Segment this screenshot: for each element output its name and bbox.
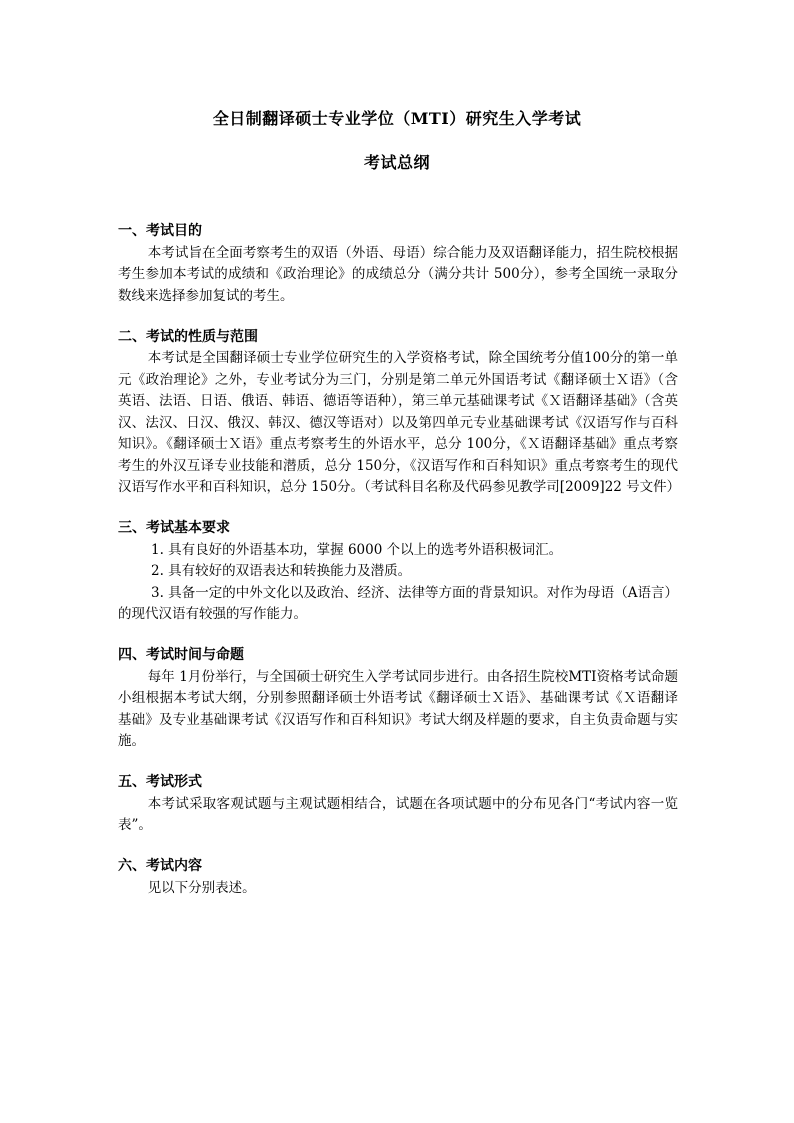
section-exam-format: [118, 772, 678, 837]
section-paragraph: 本考试是全国翻译硕士专业学位研究生的入学资格考试，除全国统考分值100分的第一单元《政治理论》之外，专业考试分为三门，分别是第二单元外国语考试《翻译硕士Ｘ语》（含英语、法语、日语、俄语、韩语、德语等语种），第三单元基础课考试《Ｘ语翻译基础》（含英汉、法汉、日汉、俄汉、韩汉、德汉等语对）以及第四单元专业基础课考试《汉语写作与百科知识》。《翻译硕士Ｘ语》重点考察考生的外语水平，总分 100分，《Ｘ语翻译基础》重点考察考生的外汉互译专业技能和潜质，总分 150分，《汉语写作和百科知识》重点考察考生的现代汉语写作水平和百科知识，总分 150分。（考试科目名称及代码参见教学司[2009]22 号文件）: [118, 350, 681, 495]
document-body: [118, 221, 681, 919]
section-exam-time-proposition: [118, 645, 678, 753]
list-item: 1. 具有良好的外语基本功，掌握 6000 个以上的选考外语积极词汇。: [151, 541, 563, 558]
section-basic-requirements: [118, 518, 678, 626]
document-title: 全日制翻译硕士专业学位（MTI）研究生入学考试: [212, 109, 582, 128]
list-item: 3. 具备一定的中外文化以及政治、经济、法律等方面的背景知识。对作为母语（A语言）的现代汉语有较强的写作能力。: [118, 584, 678, 622]
section-heading: 二、考试的性质与范围: [118, 328, 258, 345]
section-exam-purpose: [118, 221, 678, 307]
section-paragraph: 本考试采取客观试题与主观试题相结合，试题在各项试题中的分布见各门“考试内容一览表”。: [118, 795, 678, 833]
section-heading: 六、考试内容: [118, 858, 202, 874]
list-item: 2. 具有较好的双语表达和转换能力及潜质。: [151, 563, 412, 579]
section-heading: 五、考试形式: [118, 774, 202, 790]
section-heading: 一、考试目的: [118, 223, 202, 239]
section-paragraph: 见以下分别表述。: [147, 879, 256, 896]
section-paragraph: 每年 1月份举行，与全国硕士研究生入学考试同步进行。由各招生院校MTI资格考试命题小组根据本考试大纲，分别参照翻译硕士外语考试《翻译硕士Ｘ语》、基础课考试《Ｘ语翻译基础》及专业基础课考试《汉语写作和百科知识》考试大纲及样题的要求，自主负责命题与实施。: [118, 668, 678, 749]
section-exam-nature-scope: [118, 327, 681, 499]
document-subtitle: 考试总纲: [363, 153, 430, 172]
section-heading: 三、考试基本要求: [118, 520, 230, 536]
section-exam-content: [118, 856, 678, 899]
section-heading: 四、考试时间与命题: [118, 647, 244, 663]
section-paragraph: 本考试旨在全面考察考生的双语（外语、母语）综合能力及双语翻译能力，招生院校根据考生参加本考试的成绩和《政治理论》的成绩总分（满分共计 500分），参考全国统一录取分数线来选择参加复试的考生。: [118, 244, 678, 304]
